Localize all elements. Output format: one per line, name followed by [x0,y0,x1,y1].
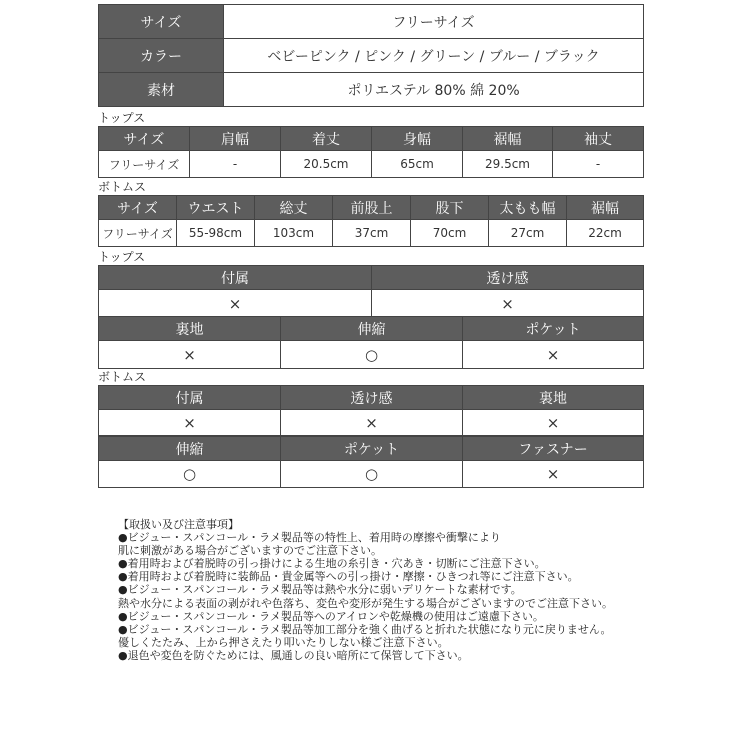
bottoms-size-cell: 70cm [411,220,489,247]
care-note-line: ●退色や変色を防ぐためには、風通しの良い暗所にて保管して下さい。 [118,648,469,662]
bottoms-feature-mark: × [281,410,463,436]
overview-row-size [99,5,644,39]
tops-feature-header: 裏地 [99,317,281,341]
tops-size-header: 身幅 [372,127,463,151]
tops-size-header: 着丈 [281,127,372,151]
tops-size-header: 裾幅 [463,127,553,151]
bottoms-size-label: ボトムス [98,180,147,194]
size-label: サイズ [99,5,224,39]
care-note-line: ●着用時および着脱時に装飾品・貴金属等への引っ掛け・摩擦・ひきつれ等にご注意下さい。 [118,570,579,584]
overview-table [98,4,644,107]
tops-feature-header: 伸縮 [281,317,463,341]
bottoms-size-header: 股下 [411,196,489,220]
color-value: ベビーピンク / ピンク / グリーン / ブルー / ブラック [224,39,644,73]
tops-size-cell: - [553,151,644,178]
material-value: ポリエステル 80% 綿 20% [224,73,644,107]
tops-size-cell: - [190,151,281,178]
bottoms-feature-header: 裏地 [463,386,644,410]
bottoms-size-value-row [99,220,644,247]
care-note-line: ●ビジュー・スパンコール・ラメ製品等は熱や水分に弱いデリケートな素材です。 [118,583,522,597]
bottoms-size-header: サイズ [99,196,177,220]
bottoms-feature-mark: × [99,410,281,436]
bottoms-feature-header: ファスナー [463,437,644,461]
size-value: フリーサイズ [224,5,644,39]
bottoms-size-header-row [99,196,644,220]
care-note-line: 肌に刺激がある場合がございますのでご注意下さい。 [118,544,382,558]
tops-feature-header: ポケット [463,317,644,341]
bottoms-features-value-row [99,461,644,488]
tops-feature-header: 透け感 [372,266,644,290]
care-note-line: ●ビジュー・スパンコール・ラメ製品等の特性上、着用時の摩擦や衝撃により [118,531,501,545]
tops-size-cell: フリーサイズ [99,151,190,178]
tops-features-table-2 [98,316,644,369]
bottoms-feature-header: 伸縮 [99,437,281,461]
tops-size-label: トップス [98,111,146,125]
bottoms-features-table-2 [98,436,644,488]
tops-size-header: 肩幅 [190,127,281,151]
tops-features-value-row [99,341,644,369]
tops-features-value-row [99,290,644,318]
bottoms-feature-header: ポケット [281,437,463,461]
care-note-line: 熱や水分による表面の剥がれや色落ち、変色や変形が発生する場合がございますのでご注意下さい。 [118,596,613,610]
overview-row-color [99,39,644,73]
overview-row-material [99,73,644,107]
tops-size-value-row [99,151,644,178]
tops-feature-mark: × [463,341,644,369]
bottoms-size-cell: フリーサイズ [99,220,177,247]
tops-feature-mark: × [99,341,281,369]
tops-feature-mark: × [99,290,372,318]
bottoms-size-cell: 22cm [567,220,644,247]
bottoms-features-header-row [99,386,644,410]
bottoms-feature-mark: ○ [281,461,463,488]
bottoms-feature-mark: × [463,410,644,436]
tops-size-cell: 65cm [372,151,463,178]
bottoms-size-header: 太もも幅 [489,196,567,220]
tops-size-header: 袖丈 [553,127,644,151]
bottoms-size-cell: 27cm [489,220,567,247]
tops-size-header-row [99,127,644,151]
tops-size-table [98,126,644,178]
bottoms-feature-mark: × [463,461,644,488]
care-notes [118,518,613,662]
material-label: 素材 [99,73,224,107]
care-note-line: ●着用時および着脱時の引っ掛けによる生地の糸引き・穴あき・切断にご注意下さい。 [118,557,546,571]
tops-size-cell: 29.5cm [463,151,553,178]
bottoms-size-table [98,195,644,247]
bottoms-size-header: 総丈 [255,196,333,220]
bottoms-features-label: ボトムス [98,370,147,384]
tops-size-header: サイズ [99,127,190,151]
tops-feature-header: 付属 [99,266,372,290]
bottoms-features-table-1 [98,385,644,436]
bottoms-features-value-row [99,410,644,436]
tops-feature-mark: ○ [281,341,463,369]
tops-features-header-row [99,317,644,341]
bottoms-size-header: 前股上 [333,196,411,220]
tops-features-label: トップス [98,250,146,264]
bottoms-feature-header: 透け感 [281,386,463,410]
care-notes-title: 【取扱い及び注意事項】 [118,518,239,531]
tops-features-header-row [99,266,644,290]
bottoms-size-cell: 37cm [333,220,411,247]
care-note-line: ●ビジュー・スパンコール・ラメ製品等へのアイロンや乾燥機の使用はご遠慮下さい。 [118,609,544,623]
bottoms-feature-header: 付属 [99,386,281,410]
tops-size-cell: 20.5cm [281,151,372,178]
bottoms-size-header: ウエスト [177,196,255,220]
bottoms-features-header-row [99,437,644,461]
tops-features-table-1 [98,265,644,318]
care-note-line: ●ビジュー・スパンコール・ラメ製品等加工部分を強く曲げると折れた状態になり元に戻りません。 [118,622,612,636]
bottoms-size-header: 裾幅 [567,196,644,220]
tops-feature-mark: × [372,290,644,318]
bottoms-feature-mark: ○ [99,461,281,488]
care-note-line: 優しくたたみ、上から押さえたり叩いたりしない様ご注意下さい。 [118,635,449,649]
bottoms-size-cell: 103cm [255,220,333,247]
color-label: カラー [99,39,224,73]
bottoms-size-cell: 55-98cm [177,220,255,247]
